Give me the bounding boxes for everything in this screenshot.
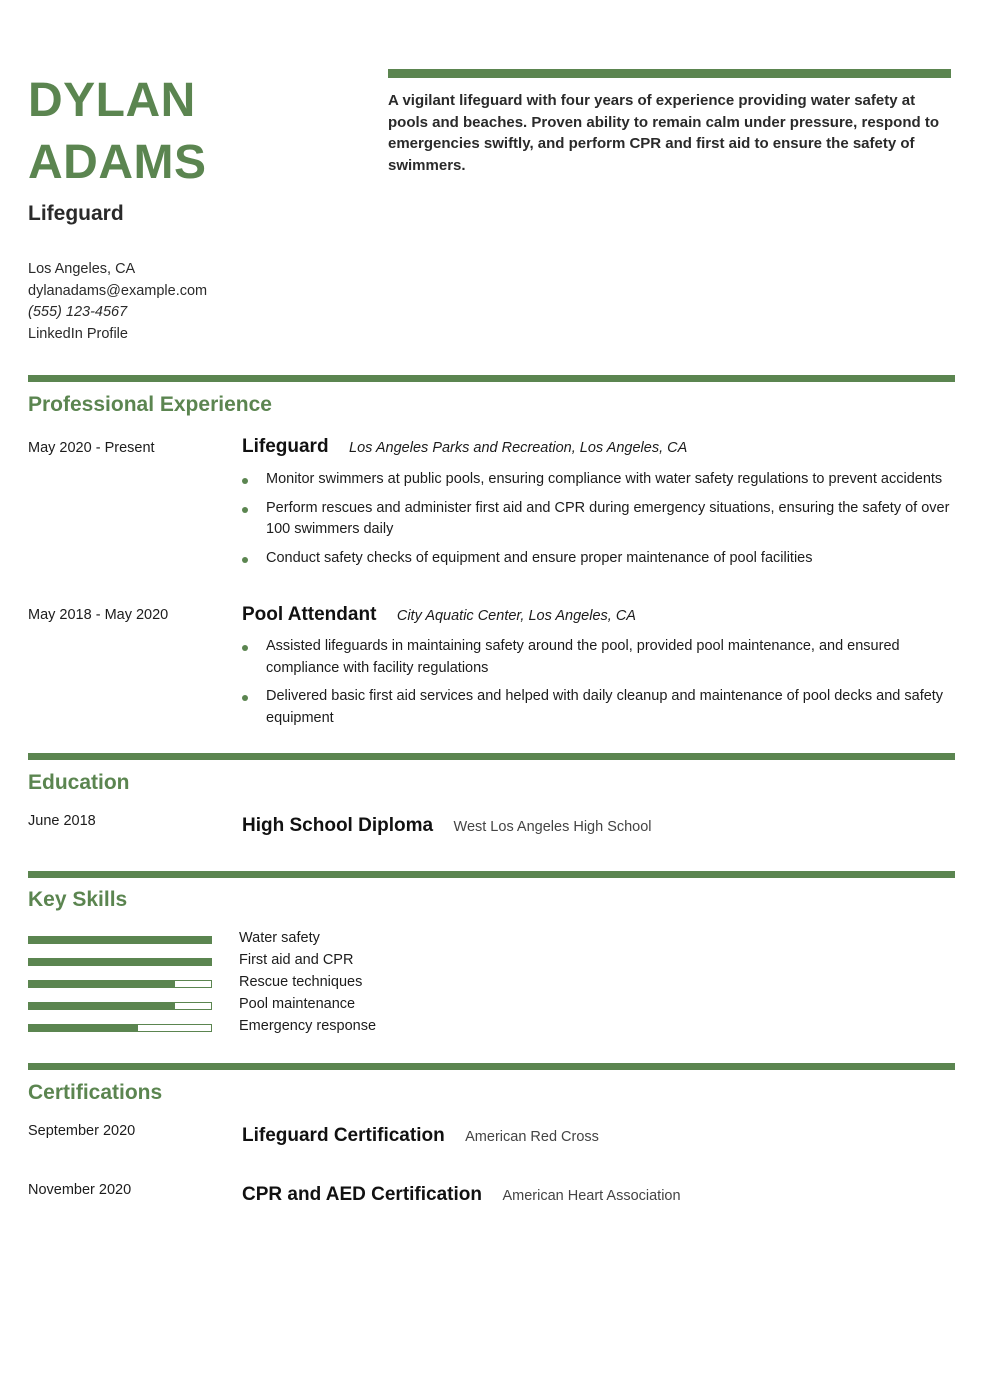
section-divider [28, 871, 955, 878]
skill-meter [28, 936, 212, 944]
degree: High School Diploma [242, 815, 434, 836]
list-item: Monitor swimmers at public pools, ensuring compliance with water safety regulations to prevent accidents [242, 469, 954, 491]
skill-label: Emergency response [239, 1018, 377, 1034]
skill-meter [28, 980, 212, 988]
email-link[interactable]: dylanadams@example.com [28, 282, 208, 299]
job-dates: May 2018 - May 2020 [28, 607, 169, 623]
job-bullets [242, 469, 954, 576]
job-bullets [242, 636, 954, 736]
summary-text: A vigilant lifeguard with four years of experience providing water safety at pools and beaches. Proven ability to remain calm under pressure, respond to emergencies swiftly, and perform CPR and first aid to ensure the safety of swimmers. [388, 92, 939, 174]
cert-entry [242, 1184, 681, 1206]
education-heading: Education [28, 771, 130, 794]
list-item: Perform rescues and administer first aid and CPR during emergency situations, ensuring the safety of over 100 swimmers daily [242, 498, 954, 541]
location: Los Angeles, CA [28, 261, 136, 277]
skill-label: First aid and CPR [239, 952, 354, 968]
section-divider [28, 375, 955, 382]
skill-meter-fill [29, 959, 211, 965]
phone: (555) 123-4567 [28, 304, 128, 320]
last-name: ADAMS [28, 136, 207, 189]
bullet-icon [242, 478, 248, 484]
candidate-name [28, 70, 368, 194]
linkedin-link[interactable]: LinkedIn Profile [28, 325, 128, 342]
skill-meter [28, 1024, 212, 1032]
bullet-icon [242, 645, 248, 651]
skill-meter [28, 1002, 212, 1010]
skill-meter [28, 958, 212, 966]
cert-issuer: American Red Cross [465, 1129, 599, 1145]
school: West Los Angeles High School [453, 819, 652, 835]
education-date: June 2018 [28, 813, 96, 829]
job-dates: May 2020 - Present [28, 440, 155, 456]
list-item: Assisted lifeguards in maintaining safety around the pool, provided pool maintenance, and ensured compliance with facility regulations [242, 636, 954, 679]
cert-name: CPR and AED Certification [242, 1184, 482, 1205]
skill-meter-fill [29, 981, 175, 987]
summary-divider [388, 69, 951, 78]
cert-date: November 2020 [28, 1182, 132, 1198]
skill-label: Rescue techniques [239, 974, 363, 990]
first-name: DYLAN [28, 74, 196, 127]
bullet-icon [242, 507, 248, 513]
contact-block [28, 259, 207, 345]
skill-meter-fill [29, 1003, 175, 1009]
education-entry [242, 815, 652, 837]
job-title: Lifeguard [28, 202, 124, 225]
experience-heading: Professional Experience [28, 393, 272, 416]
cert-entry [242, 1125, 599, 1147]
list-item: Delivered basic first aid services and helped with daily cleanup and maintenance of pool decks and safety equipment [242, 686, 954, 729]
skill-meter-fill [29, 1025, 138, 1031]
section-divider [28, 753, 955, 760]
cert-date: September 2020 [28, 1123, 136, 1139]
skill-meter-fill [29, 937, 211, 943]
bullet-icon [242, 557, 248, 563]
cert-name: Lifeguard Certification [242, 1125, 445, 1146]
skills-heading: Key Skills [28, 888, 128, 911]
list-item: Conduct safety checks of equipment and ensure proper maintenance of pool facilities [242, 548, 954, 570]
skill-label: Water safety [239, 930, 320, 946]
bullet-icon [242, 695, 248, 701]
section-divider [28, 1063, 955, 1070]
certifications-heading: Certifications [28, 1081, 163, 1104]
job-org: City Aquatic Center, Los Angeles, CA [396, 608, 636, 624]
cert-issuer: American Heart Association [502, 1188, 681, 1204]
skill-label: Pool maintenance [239, 996, 356, 1012]
job-header [242, 604, 636, 626]
job-role: Pool Attendant [242, 604, 377, 625]
job-org: Los Angeles Parks and Recreation, Los Angeles, CA [349, 440, 688, 456]
job-header [242, 436, 687, 458]
job-role: Lifeguard [242, 436, 329, 457]
